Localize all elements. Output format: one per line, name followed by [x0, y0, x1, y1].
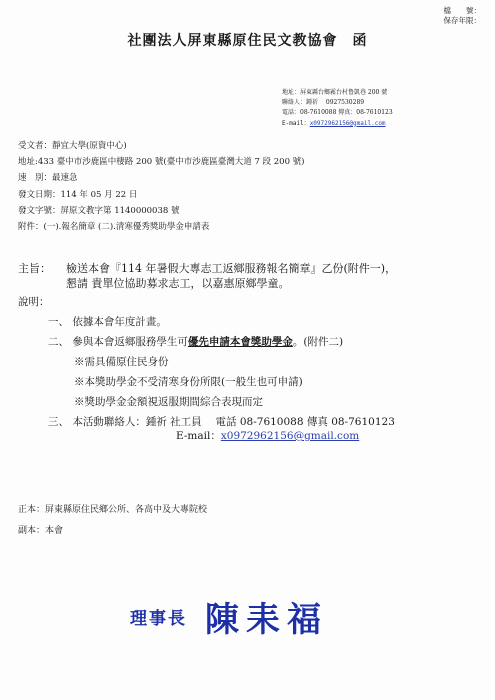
delivery-speed: 速 別：最速急	[18, 173, 78, 184]
attachments: 附件：(一).報名簡章 (二).清寒優秀獎助學金申請表	[18, 222, 210, 233]
document-number: 發文字號：屏原文教字第 1140000038 號	[18, 205, 180, 216]
subject-section	[18, 261, 397, 290]
item-3: 三、 本活動聯絡人：鍾祈 社工員 電話 08-7610088 傳真 08-7610123	[48, 416, 395, 428]
recipient-address: 地址:433 臺中市沙鹿區中棲路 200 號(臺中市沙鹿區臺灣大道 7 段 200 號)	[18, 157, 305, 168]
item-3-email-link[interactable]: x0972962156@gmail.com	[220, 430, 360, 442]
retention-period-label: 保存年限：	[443, 16, 481, 25]
copy-recipients: 副本：本會	[18, 526, 64, 536]
subject-line-1: 檢送本會『114 年暑假大專志工返鄉服務報名簡章』乙份(附件一)，	[66, 262, 397, 275]
signature-title: 理事長	[130, 609, 187, 629]
contact-block	[282, 88, 393, 129]
contact-email-row	[282, 119, 393, 129]
contact-email-label: E-mail：	[282, 119, 310, 127]
signature-name: 陳耒福	[205, 600, 328, 640]
document-meta	[18, 138, 305, 235]
subject-body	[66, 261, 396, 291]
document-title: 社團法人屏東縣原住民文教協會 函	[127, 33, 368, 49]
subject-line-2: 懇請 貴單位協助募求志工，以嘉惠原鄉學童。	[66, 277, 290, 290]
explanation-label: 說明：	[18, 296, 50, 308]
item-1: 一、 依據本會年度計畫。	[48, 316, 167, 328]
item-2-emphasis: 優先申請本會獎助學金	[187, 336, 293, 348]
item-3-email-label: E-mail：	[176, 430, 221, 442]
note-1: ※需具備原住民身份	[74, 356, 169, 368]
item-2	[48, 332, 395, 352]
note-3: ※獎助學金金額視返服期間綜合表現而定	[74, 396, 263, 408]
distribution-block	[18, 500, 207, 542]
item-2-prefix: 二、 參與本會返鄉服務學生可	[48, 336, 188, 348]
contact-phone: 電話：08-7610088 傳真：08-7610123	[282, 109, 393, 117]
contact-address: 地址：屏東縣台鄉霧台村鲁凱巷 200 號	[282, 89, 388, 96]
recipient: 受文者：靜宜大學(原資中心)	[18, 141, 127, 151]
subject-label: 主旨：	[18, 262, 51, 275]
contact-email-link[interactable]: x0972962156@gmail.com	[309, 119, 386, 127]
archive-number-label: 檔 號：	[443, 6, 481, 15]
note-2: ※本獎助學金不受清寒身份所限(一般生也可申請)	[74, 376, 303, 388]
contact-person: 聯絡人：鍾祈 0927530289	[282, 99, 365, 107]
file-labels	[444, 6, 482, 26]
issue-date: 發文日期：114 年 05 月 22 日	[18, 189, 138, 200]
item-2-suffix: 。(附件二)	[292, 336, 344, 348]
main-recipients: 正本：屏東縣原住民鄉公所、各高中及大專院校	[18, 505, 208, 515]
explanation-items	[48, 312, 395, 446]
